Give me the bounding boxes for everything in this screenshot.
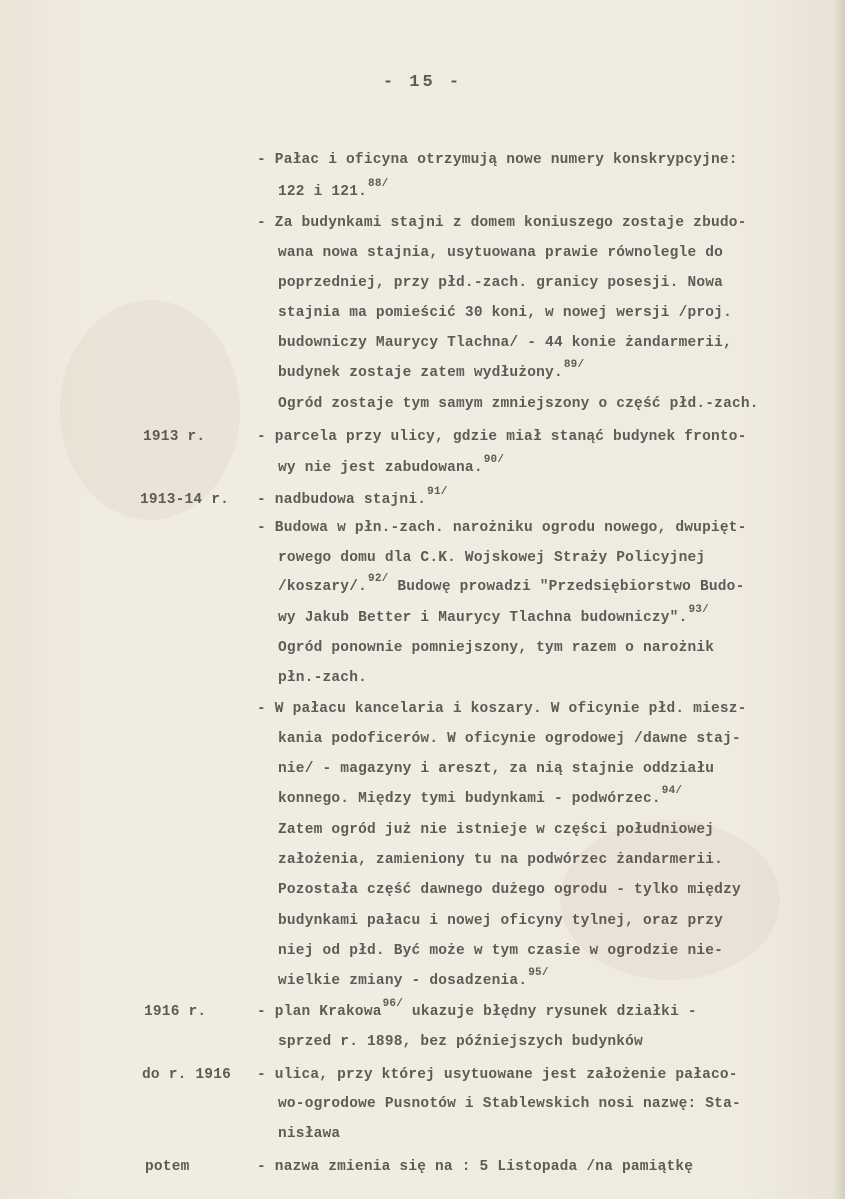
footnote-marker: 95/ <box>528 967 549 979</box>
line-text: płn.-zach. <box>278 670 368 686</box>
entry-line <box>278 967 549 992</box>
line-text: kania podoficerów. W oficynie ogrodowej /dawne staj- <box>278 731 741 747</box>
line-text: 122 i 121. <box>278 184 368 200</box>
line-text: Ogród ponownie pomniejszony, tym razem o narożnik <box>278 640 715 656</box>
entry-line <box>278 1124 340 1144</box>
line-text: budynkami pałacu i nowej oficyny tylnej, oraz przy <box>278 913 724 929</box>
entry-date: 1913 r. <box>143 429 206 445</box>
line-text: - Za budynkami stajni z domem koniuszego zostaje zbudo- <box>257 215 747 231</box>
line-text: rowego domu dla C.K. Wojskowej Straży Policyjnej <box>278 550 706 566</box>
entry-line <box>278 820 714 840</box>
line-text: - nadbudowa stajni. <box>257 492 427 508</box>
line-text: założenia, zamieniony tu na podwórzec żandarmerii. <box>278 852 724 868</box>
entry-date: 1916 r. <box>144 1004 207 1020</box>
entry-date: potem <box>145 1159 190 1175</box>
line-text: - plan Krakowa <box>257 1004 382 1020</box>
entry-line <box>278 394 759 414</box>
entry-line <box>278 243 723 263</box>
entry-line <box>278 548 705 568</box>
entry-first-line <box>257 699 747 719</box>
entry-date: do r. 1916 <box>142 1067 232 1083</box>
entry-first-line <box>257 486 448 511</box>
line-text: konnego. Między tymi budynkami - podwórzec. <box>278 791 661 807</box>
entry-line <box>278 880 741 900</box>
line-text-continuation: Budowę prowadzi "Przedsiębiorstwo Budo- <box>388 579 745 595</box>
entry-date: 1913-14 r. <box>140 492 230 508</box>
entry-line <box>278 273 723 293</box>
line-text: wielkie zmiany - dosadzenia. <box>278 973 528 989</box>
line-text: wy Jakub Better i Maurycy Tlachna budowniczy". <box>278 610 688 626</box>
entry-line <box>278 454 505 479</box>
page-number: - 15 - <box>382 73 463 92</box>
entry-first-line <box>257 213 747 233</box>
entry-first-line <box>257 1065 738 1085</box>
entry-line <box>278 785 683 810</box>
line-text: stajnia ma pomieścić 30 koni, w nowej wersji /proj. <box>278 305 732 321</box>
entry-line <box>278 759 714 779</box>
entry-first-line <box>257 427 747 447</box>
footnote-marker: 92/ <box>368 573 389 585</box>
line-text: sprzed r. 1898, bez późniejszych budynków <box>278 1034 643 1050</box>
line-text: - ulica, przy której usytuowane jest założenie pałaco- <box>257 1067 738 1083</box>
footnote-marker: 88/ <box>368 178 389 190</box>
footnote-marker: 96/ <box>382 998 404 1010</box>
line-text: niej od płd. Być może w tym czasie w ogrodzie nie- <box>278 943 724 959</box>
paper-edge-shadow <box>833 0 845 1199</box>
entry-line <box>278 850 723 870</box>
line-text: Pozostała część dawnego dużego ogrodu - tylko między <box>278 882 741 898</box>
line-text: /koszary/. <box>278 579 368 595</box>
line-text: budynek zostaje zatem wydłużony. <box>278 365 563 381</box>
entry-line <box>278 604 709 629</box>
entry-line <box>278 359 585 384</box>
line-text: nisława <box>278 1126 341 1142</box>
footnote-marker: 91/ <box>427 486 448 498</box>
entry-line <box>278 1032 643 1052</box>
line-text: Ogród zostaje tym samym zmniejszony o część płd.-zach. <box>278 396 759 412</box>
line-text: wo-ogrodowe Pusnotów i Stablewskich nosi nazwę: Sta- <box>278 1096 741 1112</box>
entry-line <box>278 638 714 658</box>
entry-line <box>278 941 723 961</box>
entry-line <box>278 911 723 931</box>
entry-line <box>278 303 732 323</box>
entry-line <box>278 729 741 749</box>
line-text: - Pałac i oficyna otrzymują nowe numery konskrypcyjne: <box>257 152 738 168</box>
line-text: poprzedniej, przy płd.-zach. granicy posesji. Nowa <box>278 275 724 291</box>
entry-line <box>278 668 367 688</box>
line-text: - Budowa w płn.-zach. narożniku ogrodu nowego, dwupięt- <box>257 520 747 536</box>
footnote-marker: 93/ <box>688 604 709 616</box>
line-text: - parcela przy ulicy, gdzie miał stanąć budynek fronto- <box>257 429 747 445</box>
line-text: wana nowa stajnia, usytuowana prawie równolegle do <box>278 245 724 261</box>
line-text: nie/ - magazyny i areszt, za nią stajnie oddziału <box>278 761 715 777</box>
line-text-continuation: ukazuje błędny rysunek działki - <box>403 1004 697 1020</box>
entry-first-line <box>257 998 697 1023</box>
line-text: budowniczy Maurycy Tlachna/ - 44 konie żandarmerii, <box>278 335 732 351</box>
footnote-marker: 89/ <box>563 359 585 371</box>
entry-first-line <box>257 518 747 538</box>
line-text: wy nie jest zabudowana. <box>278 460 483 476</box>
paper-stain <box>60 300 240 520</box>
entry-line <box>278 333 732 353</box>
entry-first-line <box>257 1157 693 1177</box>
line-text: - nazwa zmienia się na : 5 Listopada /na pamiątkę <box>257 1159 694 1175</box>
line-text: - W pałacu kancelaria i koszary. W oficynie płd. miesz- <box>257 701 747 717</box>
footnote-marker: 94/ <box>661 785 683 797</box>
footnote-marker: 90/ <box>483 454 505 466</box>
line-text: Zatem ogród już nie istnieje w części południowej <box>278 822 715 838</box>
entry-first-line <box>257 150 738 170</box>
entry-line <box>278 1094 741 1114</box>
entry-line <box>278 573 745 598</box>
entry-line <box>278 178 389 203</box>
